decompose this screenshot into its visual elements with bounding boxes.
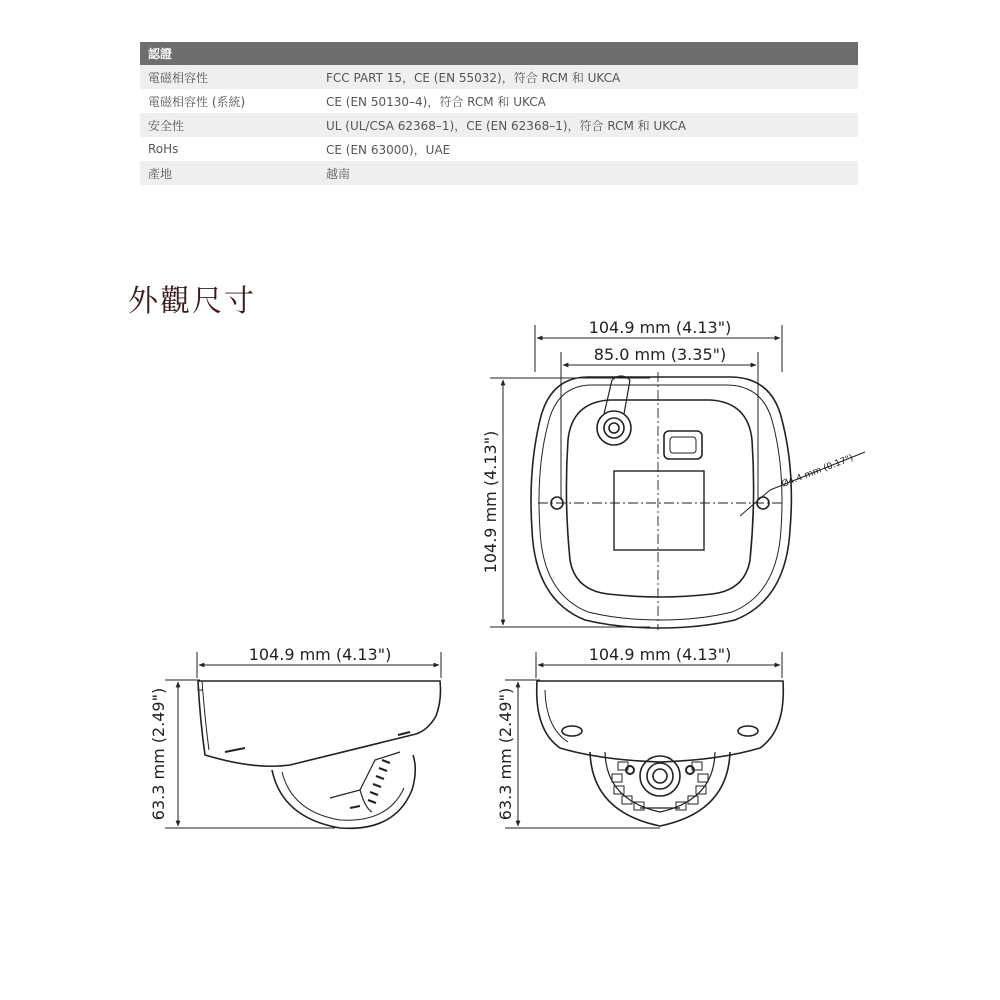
- row-value: CE (EN 63000)，UAE: [326, 142, 451, 157]
- inner-panel: [566, 400, 753, 597]
- top-view: [531, 372, 791, 630]
- row-label: RoHs: [148, 142, 179, 156]
- row-value: UL (UL/CSA 62368–1)，CE (EN 62368–1)，符合 RCM 和 UKCA: [318, 113, 858, 137]
- top-height-label: 104.9 mm (4.13"): [481, 430, 500, 574]
- row-value: 越南: [318, 161, 858, 185]
- center-module: [614, 471, 704, 550]
- side-width-label: 104.9 mm (4.13"): [248, 645, 392, 664]
- side-view: [198, 681, 441, 828]
- top-inner-width-label: 85.0 mm (3.35"): [593, 345, 727, 364]
- front-width-label: 104.9 mm (4.13"): [588, 645, 732, 664]
- front-height-label: 63.3 mm (2.49"): [496, 687, 515, 821]
- row-value: CE (EN 50130–4)，符合 RCM 和 UKCA: [326, 94, 546, 109]
- row-label: 產地: [140, 161, 318, 185]
- row-label: 安全性: [140, 113, 318, 137]
- side-height-label: 63.3 mm (2.49"): [149, 687, 168, 821]
- hole-diameter-label: Ø4.4 mm (0.17"): [780, 453, 855, 490]
- section-title: 外觀尺寸: [128, 284, 256, 319]
- row-label: 電磁相容性 (系統): [148, 94, 246, 109]
- row-label: 電磁相容性: [140, 65, 318, 89]
- top-outer-width-label: 104.9 mm (4.13"): [588, 318, 732, 337]
- housing-outline: [531, 377, 791, 628]
- table-header: 認證: [140, 42, 858, 65]
- front-view: [537, 681, 784, 826]
- row-value: FCC PART 15，CE (EN 55032)，符合 RCM 和 UKCA: [318, 65, 858, 89]
